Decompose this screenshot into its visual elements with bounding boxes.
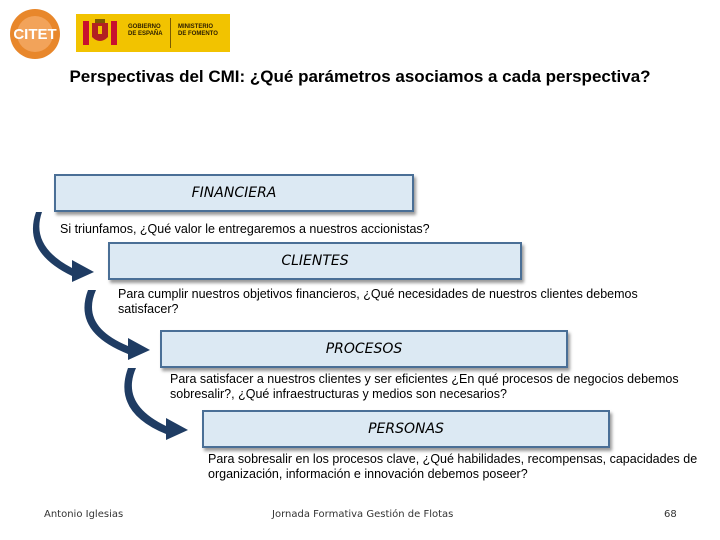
spain-coat-of-arms-icon — [80, 17, 120, 49]
question-financiera: Si triunfamos, ¿Qué valor le entregaremos a nuestros accionistas? — [60, 222, 430, 236]
citet-logo-text: CITET — [13, 26, 57, 43]
question-clientes: Para cumplir nuestros objetivos financieros, ¿Qué necesidades de nuestros clientes debemos satisfacer? — [118, 287, 638, 316]
footer-event: Jornada Formativa Gestión de Flotas — [272, 509, 454, 520]
logo-separator — [170, 18, 171, 48]
gobierno-text: GOBIERNO DE ESPAÑA — [128, 24, 163, 37]
gobierno-logo — [76, 14, 230, 52]
perspective-box-personas: PERSONAS — [202, 410, 610, 448]
perspective-box-financiera: FINANCIERA — [54, 174, 414, 212]
footer-author: Antonio Iglesias — [44, 509, 124, 520]
question-procesos: Para satisfacer a nuestros clientes y ser eficientes ¿En qué procesos de negocios debemos sobresalir?, ¿Qué infraestructuras y medios son necesarios? — [170, 372, 679, 401]
ministerio-text: MINISTERIO DE FOMENTO — [178, 24, 218, 37]
curved-arrow-icon — [120, 366, 210, 440]
slide-title: Perspectivas del CMI: ¿Qué parámetros asociamos a cada perspectiva? — [69, 67, 651, 86]
curved-arrow-icon — [28, 208, 118, 284]
citet-logo — [6, 8, 64, 60]
perspective-box-clientes: CLIENTES — [108, 242, 522, 280]
question-personas: Para sobresalir en los procesos clave, ¿Qué habilidades, recompensas, capacidades de organización, información e innovación debemos poseer? — [208, 452, 698, 481]
perspective-box-procesos: PROCESOS — [160, 330, 568, 368]
curved-arrow-icon — [80, 288, 170, 360]
footer-page-number: 68 — [664, 509, 677, 520]
